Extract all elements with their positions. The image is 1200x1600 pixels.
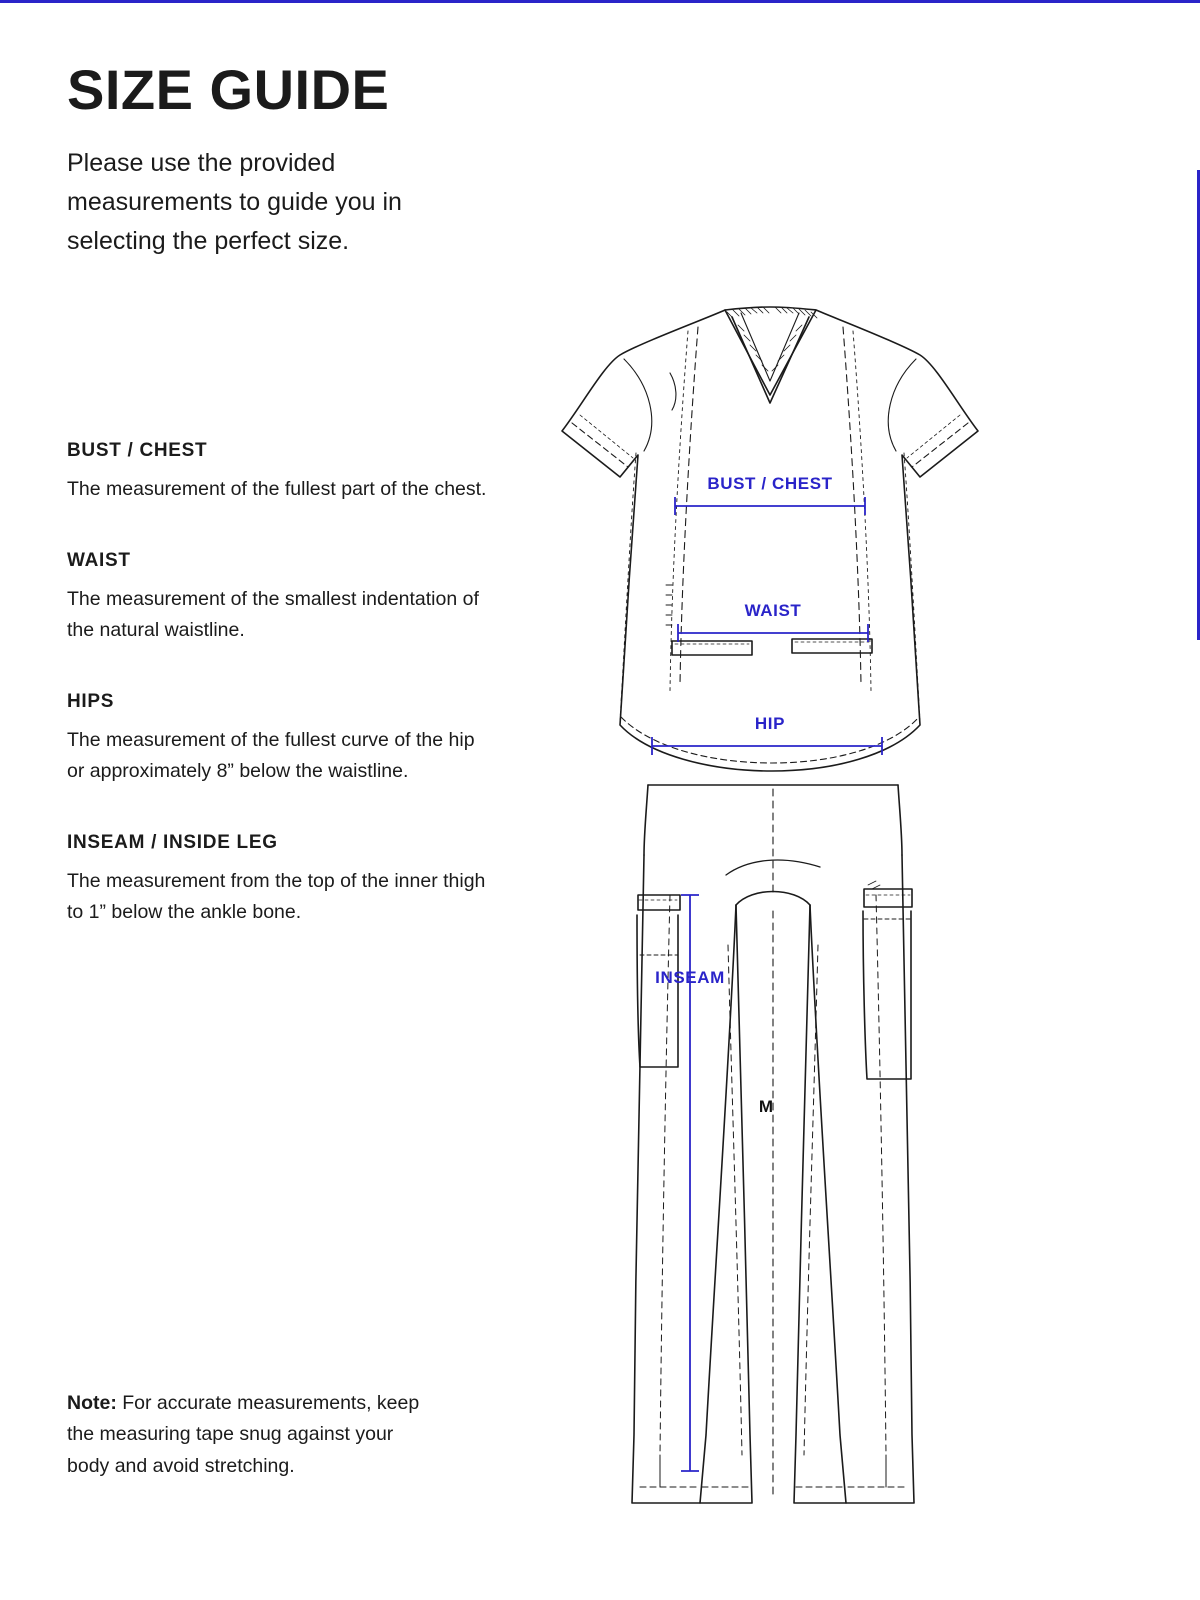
size-letter-label: M xyxy=(758,1097,774,1116)
note-text: For accurate measurements, keep the measuring tape snug against your body and avoid stretching. xyxy=(67,1391,420,1477)
definition-bust-chest xyxy=(67,440,497,506)
page-title: SIZE GUIDE xyxy=(67,58,390,121)
definition-title: BUST / CHEST xyxy=(67,440,208,461)
definition-body: The measurement of the fullest curve of the hip or approximately 8” below the waistline. xyxy=(67,728,475,783)
definition-hips xyxy=(67,691,497,788)
definition-waist xyxy=(67,550,497,647)
intro-block xyxy=(67,58,517,261)
definition-title: HIPS xyxy=(67,690,115,712)
definition-body: The measurement from the top of the inner thigh to 1” below the ankle bone. xyxy=(67,869,486,924)
note-paragraph xyxy=(67,1388,427,1483)
definition-body: The measurement of the fullest part of the chest. xyxy=(67,478,487,500)
definition-inseam xyxy=(67,832,497,929)
intro-paragraph: Please use the provided measurements to guide you in selecting the perfect size. xyxy=(67,149,402,255)
hip-measure-label: HIP xyxy=(754,714,786,733)
definition-title: INSEAM / INSIDE LEG xyxy=(67,831,278,853)
definition-title: WAIST xyxy=(67,549,131,571)
top-accent-rule xyxy=(0,0,1200,3)
bust-measure-label: BUST / CHEST xyxy=(707,474,833,493)
waist-measure-label: WAIST xyxy=(744,601,802,620)
inseam-measure-label: INSEAM xyxy=(655,968,725,987)
garment-illustration xyxy=(520,255,1140,1535)
note-label: Note: xyxy=(67,1391,117,1414)
definition-body: The measurement of the smallest indentation of the natural waistline. xyxy=(67,587,479,642)
measurement-definitions xyxy=(67,440,497,973)
